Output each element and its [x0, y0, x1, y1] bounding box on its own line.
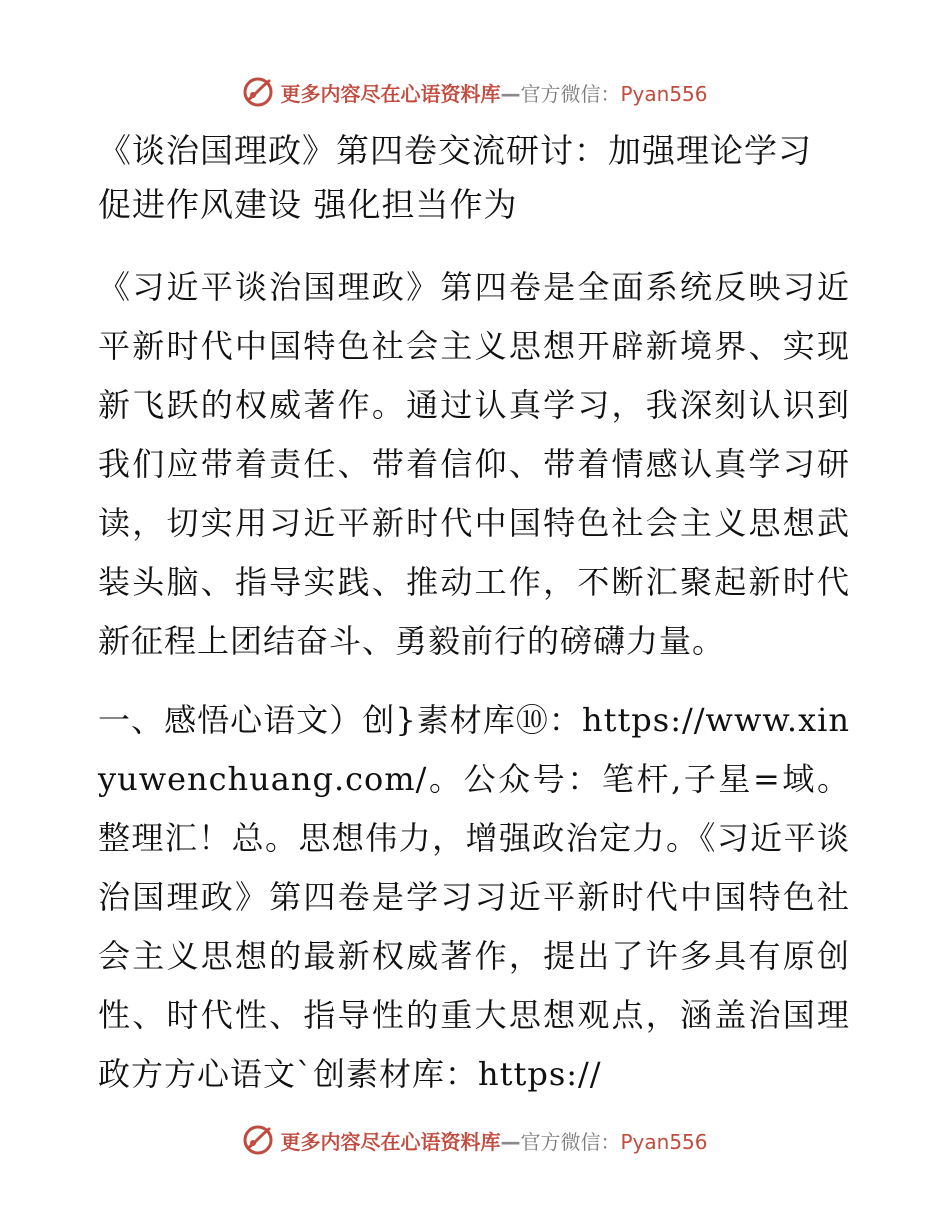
footer-watermark-banner [0, 1120, 950, 1160]
paragraph-intro: 《习近平谈治国理政》第四卷是全面系统反映习近平新时代中国特色社会主义思想开辟新境界、实现新飞跃的权威著作。通过认真学习，我深刻认识到我们应带着责任、带着信仰、带着情感认真学习研读，切实用习近平新时代中国特色社会主义思想武装头脑、指导实践、推动工作，不断汇聚起新时代新征程上团结奋斗、勇毅前行的磅礴力量。 [98, 268, 850, 660]
paragraph-section-one: 一、感悟心语文）创}素材库⑩：https://www.xinyuwenchuang.com/。公众号：笔杆,子星=域。整理汇！总。思想伟力，增强政治定力。《习近平谈治国理政》第四卷是学习习近平新时代中国特色社会主义思想的最新权威著作，提出了许多具有原创性、时代性、指导性的重大思想观点，涵盖治国理政方方心语文`创素材库：https:// [98, 701, 850, 1093]
banner-wechat-id: Pyan556 [620, 1129, 708, 1154]
banner-wechat-id: Pyan556 [620, 81, 708, 106]
banner-sub-text: 官方微信： [520, 81, 621, 106]
banner-separator: — [500, 1129, 521, 1154]
banner-separator: — [500, 81, 521, 106]
document-body [98, 124, 850, 1104]
banner-sub-text: 官方微信： [520, 1129, 621, 1154]
banner-main-text: 更多内容尽在心语资料库 [280, 1129, 501, 1154]
title-line-1: 《谈治国理政》第四卷交流研讨：加强理论学习 [98, 131, 812, 170]
document-title [98, 124, 850, 232]
title-line-2: 促进作风建设 强化担当作为 [98, 185, 518, 224]
brush-circle-logo-icon [242, 76, 274, 108]
header-watermark-banner [0, 72, 950, 112]
brush-circle-logo-icon [242, 1124, 274, 1156]
banner-main-text: 更多内容尽在心语资料库 [280, 81, 501, 106]
